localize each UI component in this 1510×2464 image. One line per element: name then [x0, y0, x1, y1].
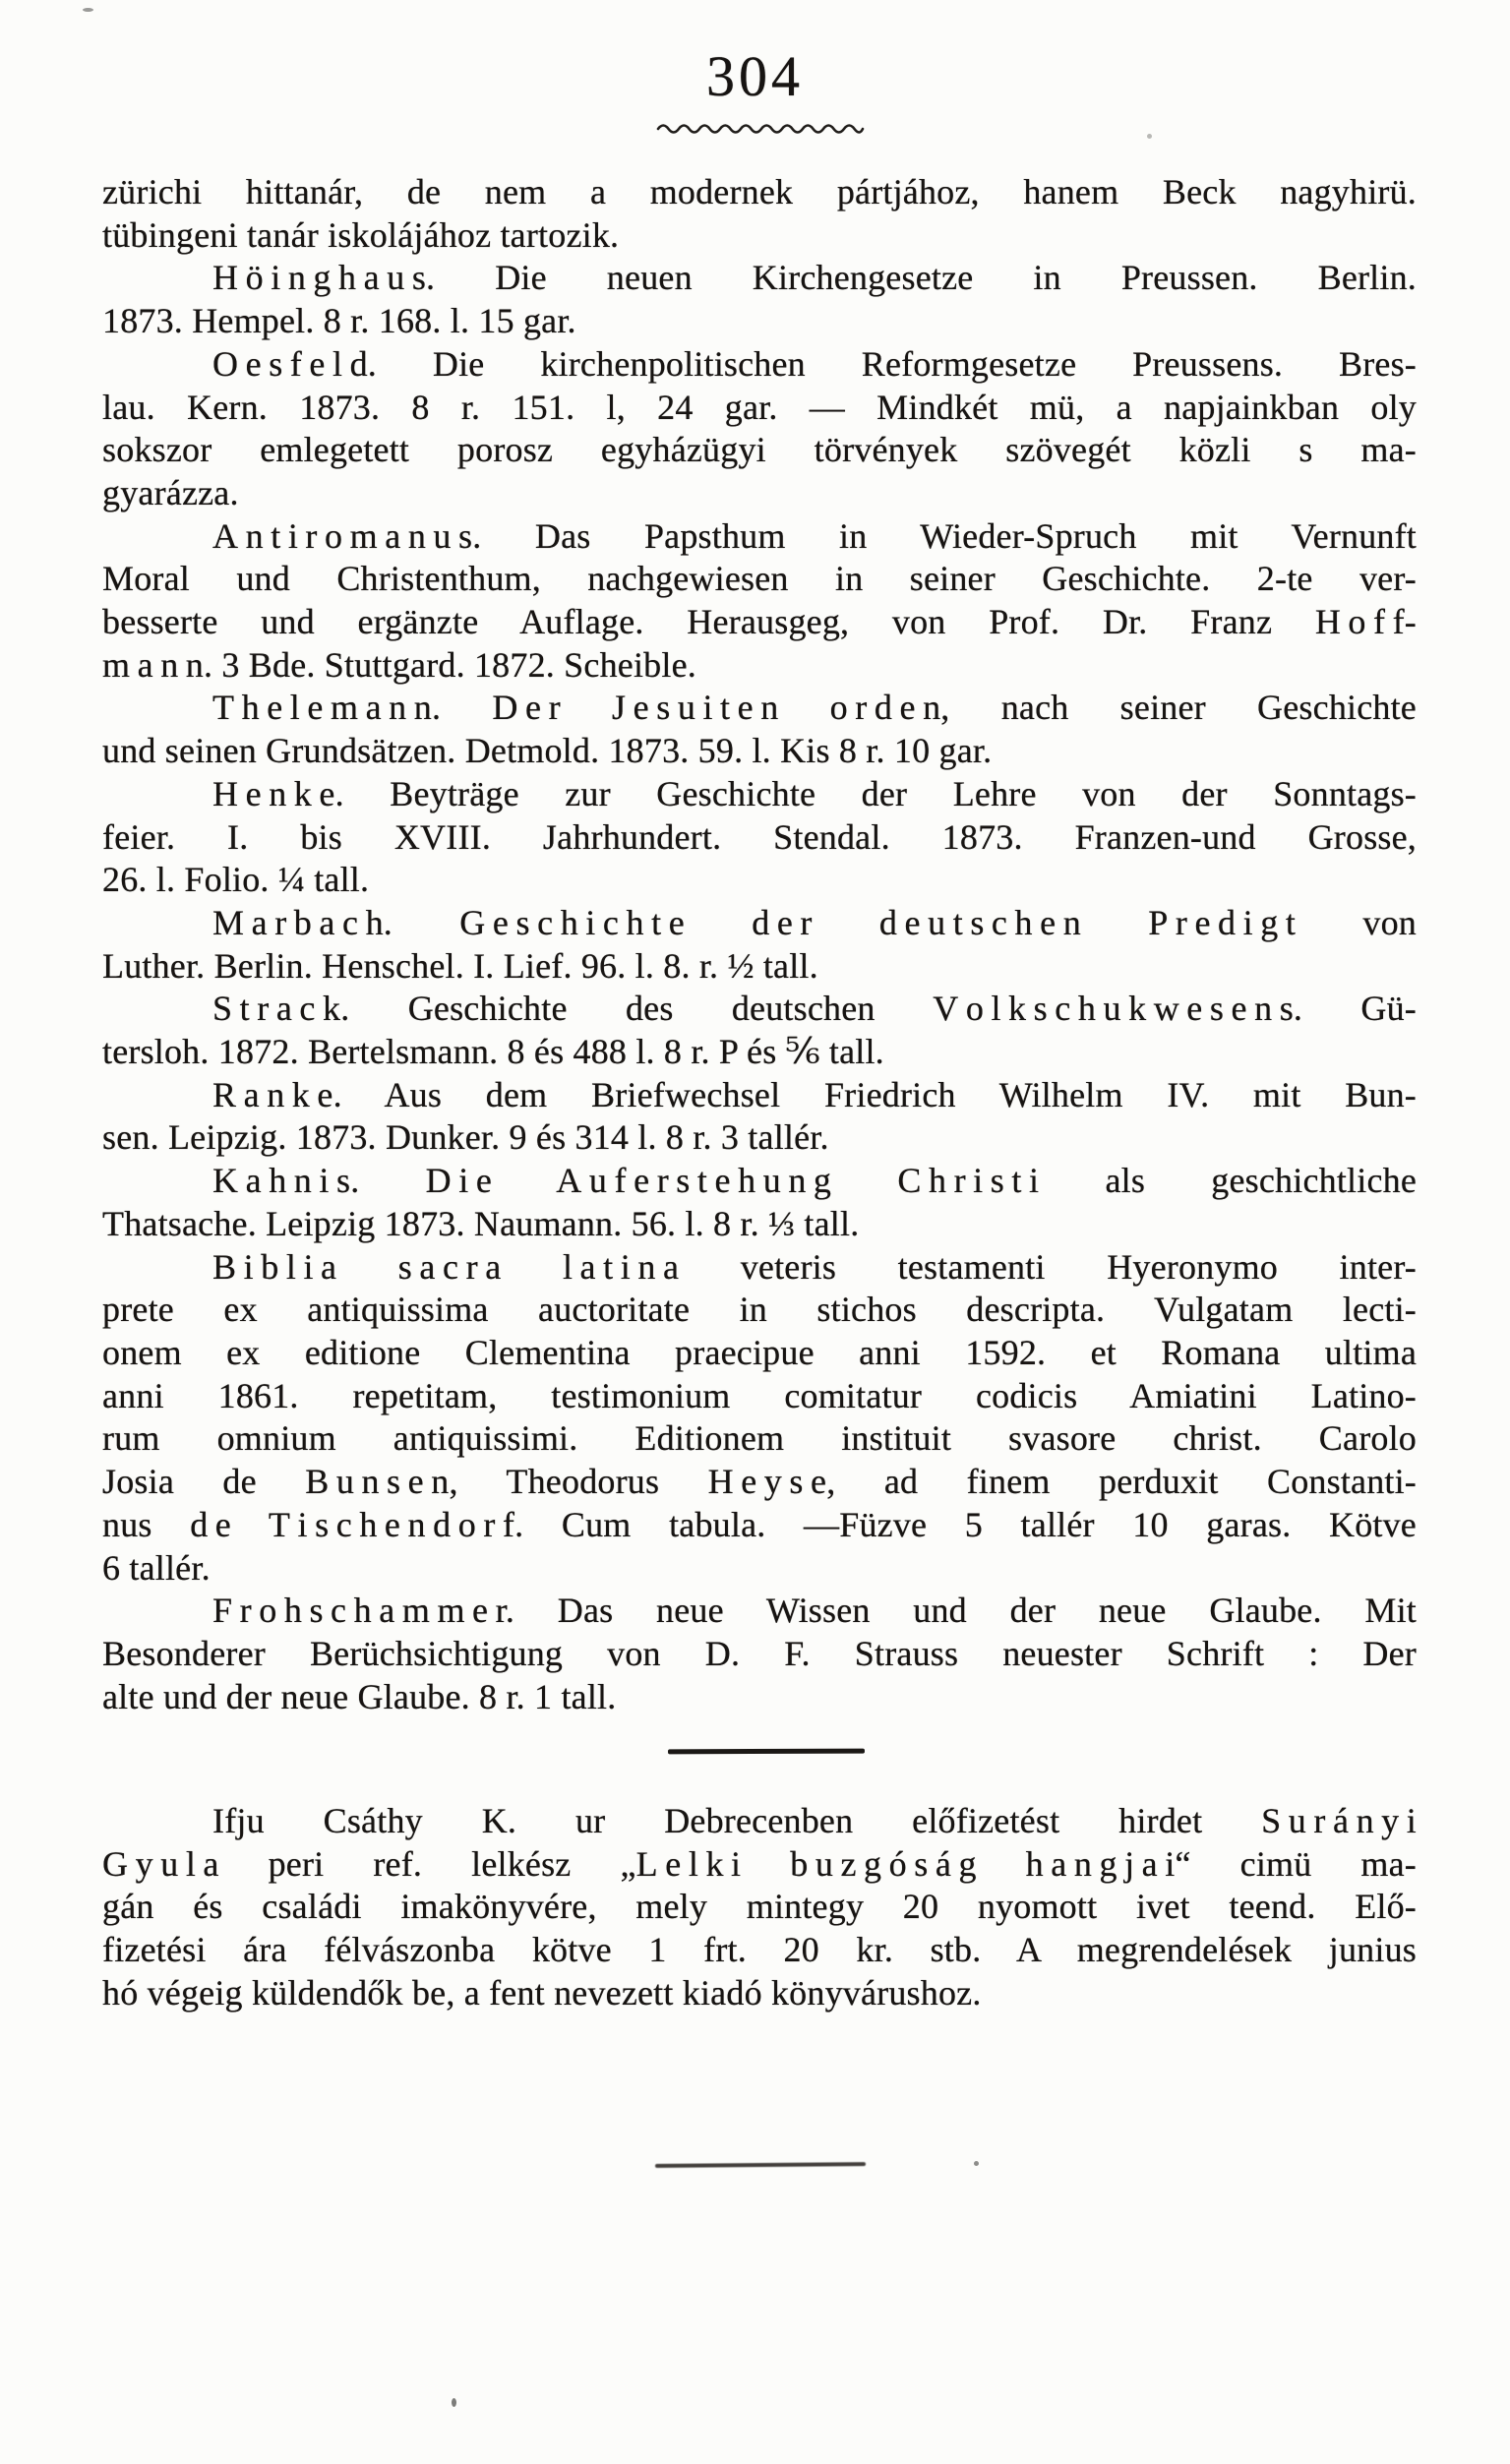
- text-line: sen. Leipzig. 1873. Dunker. 9 és 314 l. 8 r. 3 tallér.: [102, 1117, 829, 1158]
- text-line: F r o h s c h a m m e r. Das neue Wissen und der neue Glaube. Mit: [212, 1591, 1417, 1631]
- text-line: besserte und ergänzte Auflage. Herausgeg, von Prof. Dr. Franz H o f f-: [102, 602, 1417, 642]
- text-line: Ifju Csáthy K. ur Debrecenben előfizetést hirdet S u r á n y i: [212, 1801, 1417, 1840]
- text-line: K a h n i s. D i e A u f e r s t e h u n g C h r i s t i als geschichtliche: [212, 1161, 1417, 1201]
- text-line: und seinen Grundsätzen. Detmold. 1873. 59. l. Kis 8 r. 10 gar.: [102, 731, 993, 771]
- text-line: nus d e T i s c h e n d o r f. Cum tabula. —Füzve 5 tallér 10 garas. Kötve: [102, 1504, 1417, 1544]
- bibliography-text-block: [102, 171, 1417, 1718]
- text-line: gán és családi imakönyvére, mely mintegy 20 nyomott ivet teend. Elő-: [102, 1887, 1417, 1927]
- text-line: 6 tallér.: [102, 1547, 211, 1588]
- squiggle-rule-icon: [656, 119, 865, 137]
- text-line: H ö i n g h a u s. Die neuen Kirchengesetze in Preussen. Berlin.: [212, 258, 1417, 298]
- text-line: Moral und Christenthum, nachgewiesen in seiner Geschichte. 2-te ver-: [102, 559, 1417, 599]
- text-line: rum omnium antiquissimi. Editionem instituit svasore christ. Carolo: [102, 1418, 1417, 1459]
- scan-speck: [974, 2161, 979, 2166]
- text-line: B i b l i a s a c r a l a t i n a veteris testamenti Hyeronymo inter-: [212, 1246, 1417, 1287]
- text-line: Luther. Berlin. Henschel. I. Lief. 96. l. 8. r. ½ tall.: [102, 945, 818, 986]
- text-line: anni 1861. repetitam, testimonium comitatur codicis Amiatini Latino-: [102, 1375, 1417, 1415]
- text-line: T h e l e m a n n. D e r J e s u i t e n o r d e n, nach seiner Geschichte: [212, 688, 1417, 728]
- text-line: fizetési ára félvászonba kötve 1 frt. 20 kr. stb. A megrendelések junius: [102, 1930, 1417, 1970]
- text-line: tersloh. 1872. Bertelsmann. 8 és 488 l. 8 r. P és ⅚ tall.: [102, 1032, 884, 1072]
- text-line: Josia de B u n s e n, Theodorus H e y s e, ad finem perduxit Constanti-: [102, 1462, 1417, 1502]
- text-line: O e s f e l d. Die kirchenpolitischen Reformgesetze Preussens. Bres-: [212, 343, 1417, 384]
- text-line: M a r b a c h. G e s c h i c h t e d e r d e u t s c h e n P r e d i g t von: [212, 902, 1417, 942]
- text-line: 1873. Hempel. 8 r. 168. l. 15 gar.: [102, 301, 576, 341]
- text-line: A n t i r o m a n u s. Das Papsthum in Wieder-Spruch mit Vernunft: [212, 515, 1417, 556]
- text-line: tübingeni tanár iskolájához tartozik.: [102, 214, 620, 255]
- text-line: hó végeig küldendők be, a fent nevezett kiadó könyvárushoz.: [102, 1972, 982, 2013]
- text-line: gyarázza.: [102, 472, 239, 512]
- scan-speck: [452, 2398, 456, 2407]
- text-line: onem ex editione Clementina praecipue anni 1592. et Romana ultima: [102, 1332, 1417, 1372]
- text-line: S t r a c k. Geschichte des deutschen V o l k s c h u k w e s e n s. Gü-: [212, 989, 1417, 1029]
- text-line: 26. l. Folio. ¼ tall.: [102, 860, 370, 900]
- text-line: R a n k e. Aus dem Briefwechsel Friedrich Wilhelm IV. mit Bun-: [212, 1074, 1417, 1114]
- text-line: alte und der neue Glaube. 8 r. 1 tall.: [102, 1676, 617, 1716]
- bottom-divider-rule: [655, 2162, 866, 2168]
- text-line: zürichi hittanár, de nem a modernek pártjához, hanem Beck nagyhirü.: [102, 172, 1417, 211]
- text-line: lau. Kern. 1873. 8 r. 151. l, 24 gar. — Mindkét mü, a napjainkban oly: [102, 387, 1417, 427]
- text-line: G y u l a peri ref. lelkész „L e l k i b u z g ó s á g h a n g j a i“ cimü ma-: [102, 1843, 1417, 1884]
- scan-speck: [1147, 134, 1152, 139]
- text-line: Besonderer Berüchsichtigung von D. F. Strauss neuester Schrift : Der: [102, 1633, 1417, 1673]
- text-line: Thatsache. Leipzig 1873. Naumann. 56. l. 8 r. ⅓ tall.: [102, 1203, 860, 1243]
- text-line: prete ex antiquissima auctoritate in stichos descripta. Vulgatam lecti-: [102, 1290, 1417, 1330]
- text-line: feier. I. bis XVIII. Jahrhundert. Stendal. 1873. Franzen-und Grosse,: [102, 816, 1417, 857]
- text-line: H e n k e. Beyträge zur Geschichte der Lehre von der Sonntags-: [212, 773, 1417, 813]
- text-line: sokszor emlegetett porosz egyházügyi törvények szövegét közli s ma-: [102, 430, 1417, 470]
- scan-speck: [83, 8, 93, 12]
- announcement-text-block: [102, 1800, 1417, 2015]
- text-line: m a n n. 3 Bde. Stuttgard. 1872. Scheible.: [102, 644, 696, 685]
- section-divider-rule: [668, 1749, 865, 1755]
- page-number: 304: [706, 44, 804, 108]
